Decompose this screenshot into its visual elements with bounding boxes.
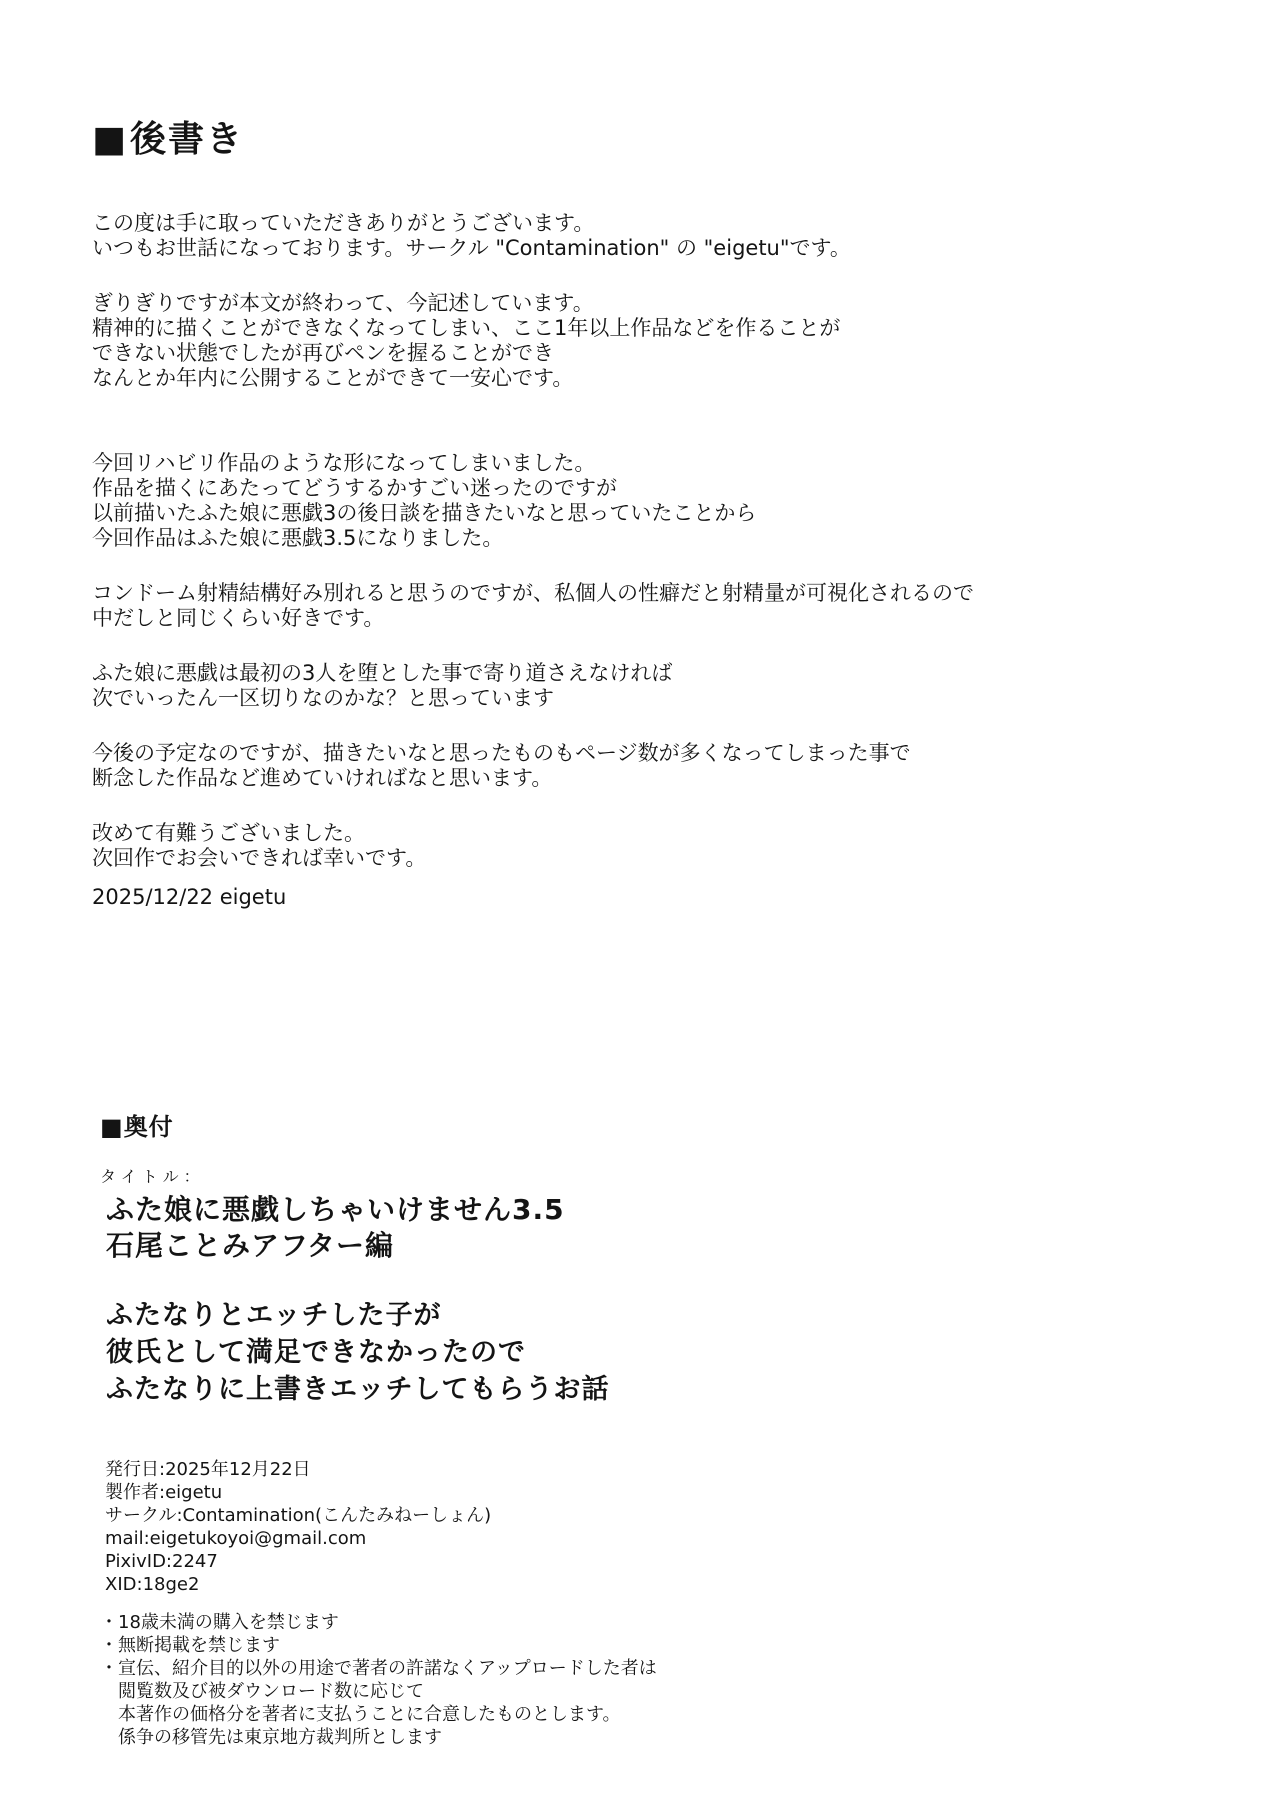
afterword-heading bbox=[92, 118, 1212, 161]
text-line: 改めて有難うございました。 bbox=[92, 821, 365, 846]
publication-detail-line: 発行日:2025年12月22日 bbox=[105, 1458, 311, 1480]
afterword-paragraph bbox=[92, 291, 1212, 391]
text-line: 次回作でお会いできれば幸いです。 bbox=[92, 846, 427, 871]
text-line: ぎりぎりですが本文が終わって、今記述しています。 bbox=[92, 291, 594, 316]
text-line: ふた娘に悪戯は最初の3人を堕とした事で寄り道さえなければ bbox=[92, 661, 673, 686]
afterword-paragraph bbox=[92, 821, 1212, 871]
legal-notice-line: ・無断掲載を禁じます bbox=[100, 1634, 280, 1656]
work-title bbox=[106, 1192, 1180, 1264]
text-line: この度は手に取っていただきありがとうございます。 bbox=[92, 211, 595, 236]
colophon-heading-label: 奥付 bbox=[123, 1113, 174, 1141]
work-subtitle bbox=[106, 1297, 1180, 1408]
text-line: 今回作品はふた娘に悪戯3.5になりました。 bbox=[92, 526, 504, 551]
date-signature: 2025/12/22 eigetu bbox=[92, 885, 287, 910]
afterword-paragraph bbox=[92, 581, 1212, 631]
publication-detail-line: XID:18ge2 bbox=[105, 1573, 200, 1595]
legal-notice-line: 閲覧数及び被ダウンロード数に応じて bbox=[100, 1680, 424, 1702]
publication-detail-line: 製作者:eigetu bbox=[105, 1481, 223, 1503]
work-title-line: ふた娘に悪戯しちゃいけません3.5 bbox=[106, 1192, 565, 1226]
legal-notices bbox=[100, 1611, 1180, 1749]
afterword-paragraph bbox=[92, 661, 1212, 711]
afterword-paragraph bbox=[92, 741, 1212, 791]
text-line: 断念した作品など進めていければなと思います。 bbox=[92, 766, 553, 791]
text-line: 以前描いたふた娘に悪戯3の後日談を描きたいなと思っていたことから bbox=[92, 501, 757, 526]
text-line: 今回リハビリ作品のような形になってしまいました。 bbox=[92, 451, 596, 476]
work-subtitle-line: ふたなりとエッチした子が bbox=[106, 1299, 442, 1331]
legal-notice-line: 本著作の価格分を著者に支払うことに合意したものとします。 bbox=[100, 1703, 621, 1725]
legal-notice-line: ・宣伝、紹介目的以外の用途で著者の許諾なくアップロードした者は bbox=[100, 1657, 657, 1679]
afterword-section bbox=[92, 118, 1212, 910]
title-label: タイトル： bbox=[100, 1166, 205, 1186]
text-line: コンドーム射精結構好み別れると思うのですが、私個人の性癖だと射精量が可視化されるので bbox=[92, 581, 974, 606]
publication-detail-line: サークル:Contamination(こんたみねーしょん) bbox=[105, 1504, 492, 1526]
publication-detail-line: PixivID:2247 bbox=[105, 1550, 218, 1572]
publication-detail-line: mail:eigetukoyoi@gmail.com bbox=[105, 1527, 367, 1549]
text-line: いつもお世話になっております。サークル "Contamination" の "eigetu"です。 bbox=[92, 236, 851, 261]
colophon-heading bbox=[100, 1113, 1180, 1142]
afterword-heading-label: 後書き bbox=[130, 119, 245, 160]
work-subtitle-line: 彼氏として満足できなかったので bbox=[106, 1336, 526, 1368]
text-line: 中だしと同じくらい好きです。 bbox=[92, 606, 385, 631]
text-line: なんとか年内に公開することができて一安心です。 bbox=[92, 366, 574, 391]
section-marker-icon: ■ bbox=[92, 119, 129, 160]
afterword-paragraph bbox=[92, 451, 1212, 551]
publication-details bbox=[105, 1458, 1180, 1596]
legal-notice-line: 係争の移管先は東京地方裁判所とします bbox=[100, 1726, 442, 1748]
afterword-paragraph bbox=[92, 211, 1212, 261]
afterword-body bbox=[92, 211, 1212, 871]
section-marker-icon: ■ bbox=[100, 1113, 124, 1141]
text-line: 精神的に描くことができなくなってしまい、ここ1年以上作品などを作ることが bbox=[92, 316, 841, 341]
work-subtitle-line: ふたなりに上書きエッチしてもらうお話 bbox=[106, 1373, 610, 1405]
colophon-section bbox=[100, 1113, 1180, 1749]
text-line: できない状態でしたが再びペンを握ることができ bbox=[92, 341, 554, 366]
legal-notice-line: ・18歳未満の購入を禁じます bbox=[100, 1611, 339, 1633]
text-line: 次でいったん一区切りなのかな？と思っています bbox=[92, 686, 554, 711]
text-line: 作品を描くにあたってどうするかすごい迷ったのですが bbox=[92, 476, 617, 501]
text-line: 今後の予定なのですが、描きたいなと思ったものもページ数が多くなってしまった事で bbox=[92, 741, 911, 766]
work-title-line: 石尾ことみアフター編 bbox=[106, 1228, 395, 1262]
